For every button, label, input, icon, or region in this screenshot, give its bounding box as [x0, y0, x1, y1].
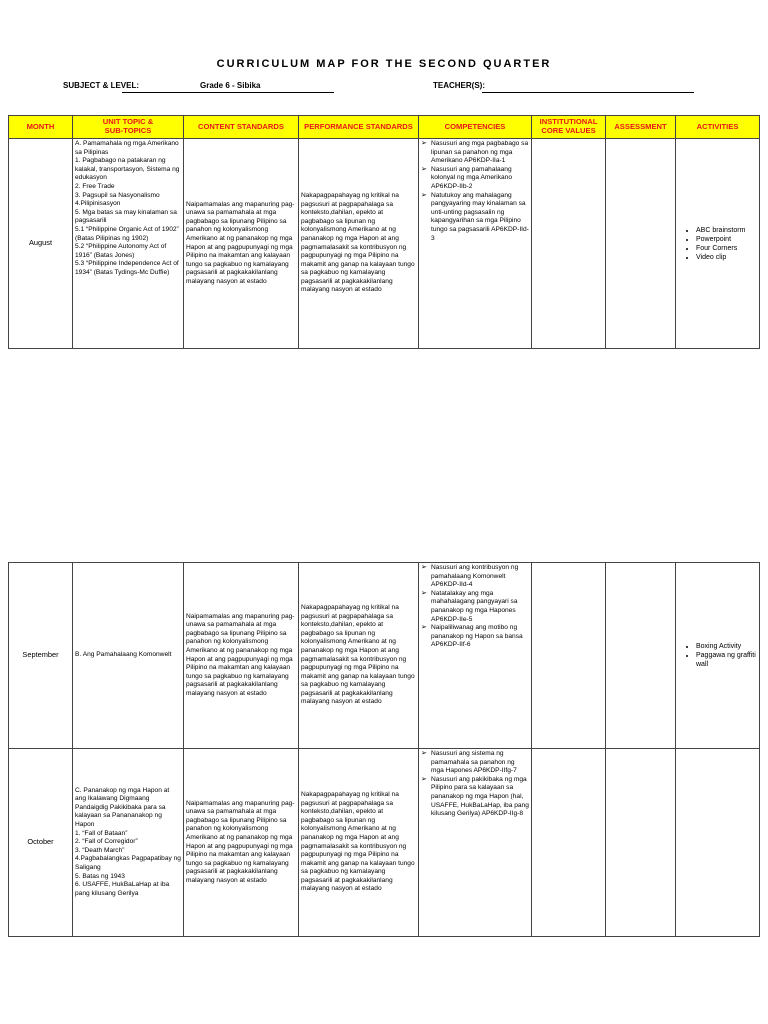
- subject-underline: [122, 92, 334, 93]
- header-activities: ACTIVITIES: [676, 116, 760, 139]
- month-cell: August: [9, 139, 73, 349]
- competency-item: ➢ Nasusuri ang pakikibaka ng mga Pilipino para sa kalayaan sa pananakop ng mga Hapon (hal, USAFFE, HukBaLaHap, iba pang kilusang Gerilya) AP6KDP-IIg-8: [421, 776, 529, 819]
- activity-item: • Four Corners: [696, 244, 757, 253]
- page-title: CURRICULUM MAP FOR THE SECOND QUARTER: [216, 58, 552, 70]
- content-standards-cell: Naipamamalas ang mapanuring pag-unawa sa pamamahala at mga pagbabago sa lipunang Pilipino sa panahon ng kolonyalismong Amerikano at ng pananakop ng mga Hapon at ang pagpupunyagi ng mga Pilipino na makamtan ang kalayaan tungo sa pagkabuo ng kamalayang pagsasarili at pagkakakilanlang malayang nasyon at estado: [184, 563, 299, 749]
- competencies-cell: [419, 563, 532, 749]
- subject-label: SUBJECT & LEVEL:: [63, 81, 140, 90]
- header-assessment: ASSESSMENT: [606, 116, 676, 139]
- competency-item: ➢ Natutukoy ang mahalagang pangyayaring may kinalaman sa unti-unting pagsasalin ng kapangyarihan sa mga Pilipino tungo sa pagsasarili AP6KDP-IId-3: [421, 192, 529, 244]
- activities-cell: [676, 139, 760, 349]
- header-row: [9, 116, 760, 139]
- header-core-values: INSTITUTIONAL CORE VALUES: [532, 116, 606, 139]
- subject-value: Grade 6 - Sibika: [200, 81, 261, 90]
- month-cell: September: [9, 563, 73, 749]
- competency-item: ➢ Natatalakay ang mga mahahalagang pangyayari sa pananakop ng mga Hapones AP6KDP-IIe-5: [421, 590, 529, 624]
- activity-item: • Powerpoint: [696, 235, 757, 244]
- header-performance-standards: PERFORMANCE STANDARDS: [299, 116, 419, 139]
- assessment-cell: [606, 563, 676, 749]
- activity-item: • Boxing Activity: [696, 642, 757, 651]
- activities-cell: [676, 563, 760, 749]
- activity-item: • ABC brainstorm: [696, 226, 757, 235]
- activity-item: • Paggawa ng graffiti wall: [696, 651, 757, 669]
- teacher-label: TEACHER(S):: [433, 81, 485, 90]
- header-content-standards: CONTENT STANDARDS: [184, 116, 299, 139]
- header-month: MONTH: [9, 116, 73, 139]
- assessment-cell: [606, 749, 676, 937]
- table-row-september: [9, 563, 760, 749]
- competency-item: ➢ Nasusuri ang kontribusyon ng pamahalaang Komonwelt AP6KDP-IId-4: [421, 564, 529, 590]
- curriculum-table-page2: [8, 562, 760, 937]
- competency-item: ➢ Nasusuri ang pamahalaang kolonyal ng mga Amerikano AP6KDP-IIb-2: [421, 166, 529, 192]
- competency-item: ➢ Nasusuri ang sistema ng pamamahala sa panahon ng mga Hapones AP6KDP-IIfg-7: [421, 750, 529, 776]
- performance-standards-cell: Nakapagpapahayag ng kritikal na pagsusuri at pagpapahalaga sa konteksto,dahilan, epekto at pagbabago sa lipunan ng kolonyalismong Amerikano at ng pananakop ng mga Hapon at ang pagmamalasakit sa kontribusyon ng pagpupunyagi ng mga Pilipino na makamit ang ganap na kalayaan tungo sa pagkabuo ng kamalayang pagsasarili at pagkakakilanlang malayang nasyon at estado: [299, 139, 419, 349]
- competencies-cell: [419, 749, 532, 937]
- topics-cell: B. Ang Pamahalaang Komonwelt: [73, 563, 184, 749]
- content-standards-cell: Naipamamalas ang mapanuring pag-unawa sa pamamahala at mga pagbabago sa lipunang Pilipino sa panahon ng kolonyalismong Amerikano at ng pananakop ng mga Hapon at ang pagpupunyagi ng mga Pilipino na makamtan ang kalayaan tungo sa pagkabuo ng kamalayang pagsasarili at pagkakakilanlang malayang nasyon at estado: [184, 139, 299, 349]
- table-row-october: [9, 749, 760, 937]
- assessment-cell: [606, 139, 676, 349]
- header-unit-topic: UNIT TOPIC & SUB-TOPICS: [73, 116, 184, 139]
- content-standards-cell: Naipamamalas ang mapanuring pag-unawa sa pamamahala at mga pagbabago sa lipunang Pilipino sa panahon ng kolonyalismong Amerikano at ng pananakop ng mga Hapon at ang pagpupunyagi ng mga Pilipino na makamtan ang kalayaan tungo sa pagkabuo ng kamalayang pagsasarili at pagkakakilanlang malayang nasyon at estado: [184, 749, 299, 937]
- competency-item: ➢ Nasusuri ang mga pagbabago sa lipunan sa panahon ng mga Amerikano AP6KDP-IIa-1: [421, 140, 529, 166]
- competency-item: ➢ Naipaliliwanag ang motibo ng pananakop ng Hapon sa bansa AP6KDP-IIf-6: [421, 624, 529, 650]
- topics-cell: C. Pananakop ng mga Hapon at ang Ikalawang Digmaang Pandaigdig Pakikibaka para sa kalayaan sa Panananakop ng Hapon 1. “Fall of Bataan” 2. “Fall of Corregidor” 3. “Death March” 4.Pagbabalangkas Pagpapatibay ng Saligang 5. Batas ng 1943 6. USAFFE, HukBaLaHap at iba pang kilusang Gerilya: [73, 749, 184, 937]
- performance-standards-cell: Nakapagpapahayag ng kritikal na pagsusuri at pagpapahalaga sa konteksto,dahilan, epekto at pagbabago sa lipunan ng kolonyalismong Amerikano at ng pananakop ng mga Hapon at ang pagmamalasakit sa kontribusyon ng pagpupunyagi ng mga Pilipino na makamit ang ganap na kalayaan tungo sa pagkabuo ng kamalayang pagsasarili at pagkakakilanlang malayang nasyon at estado: [299, 563, 419, 749]
- core-values-cell: [532, 749, 606, 937]
- performance-standards-cell: Nakapagpapahayag ng kritikal na pagsusuri at pagpapahalaga sa konteksto,dahilan, epekto at pagbabago sa lipunan ng kolonyalismong Amerikano at ng pananakop ng mga Hapon at ang pagmamalasakit sa kontribusyon ng pagpupunyagi ng mga Pilipino na makamit ang ganap na kalayaan tungo sa pagkabuo ng kamalayang pagsasarili at pagkakakilanlang malayang nasyon at estado: [299, 749, 419, 937]
- table-row-august: [9, 139, 760, 349]
- competencies-cell: [419, 139, 532, 349]
- activities-cell: [676, 749, 760, 937]
- core-values-cell: [532, 563, 606, 749]
- curriculum-table-page1: [8, 115, 760, 349]
- topics-cell: A. Pamamahala ng mga Amerikano sa Pilipinas 1. Pagbabago na patakaran ng kalakal, transportasyon, Sistema ng edukasyon 2. Free Trade 3. Pagsupil sa Nasyonalismo 4.Pilipinisasyon 5. Mga batas sa may kinalaman sa pagsasarili 5.1 “Philippine Organic Act of 1902” (Batas Pilipinas ng 1902) 5.2 “Philippine Autonomy Act of 1916” (Batas Jones) 5.3 “Philippine Independence Act of 1934” (Batas Tydings-Mc Duffie): [73, 139, 184, 349]
- month-cell: October: [9, 749, 73, 937]
- teacher-underline: [482, 92, 694, 93]
- activity-item: • Video clip: [696, 253, 757, 262]
- header-competencies: COMPETENCIES: [419, 116, 532, 139]
- core-values-cell: [532, 139, 606, 349]
